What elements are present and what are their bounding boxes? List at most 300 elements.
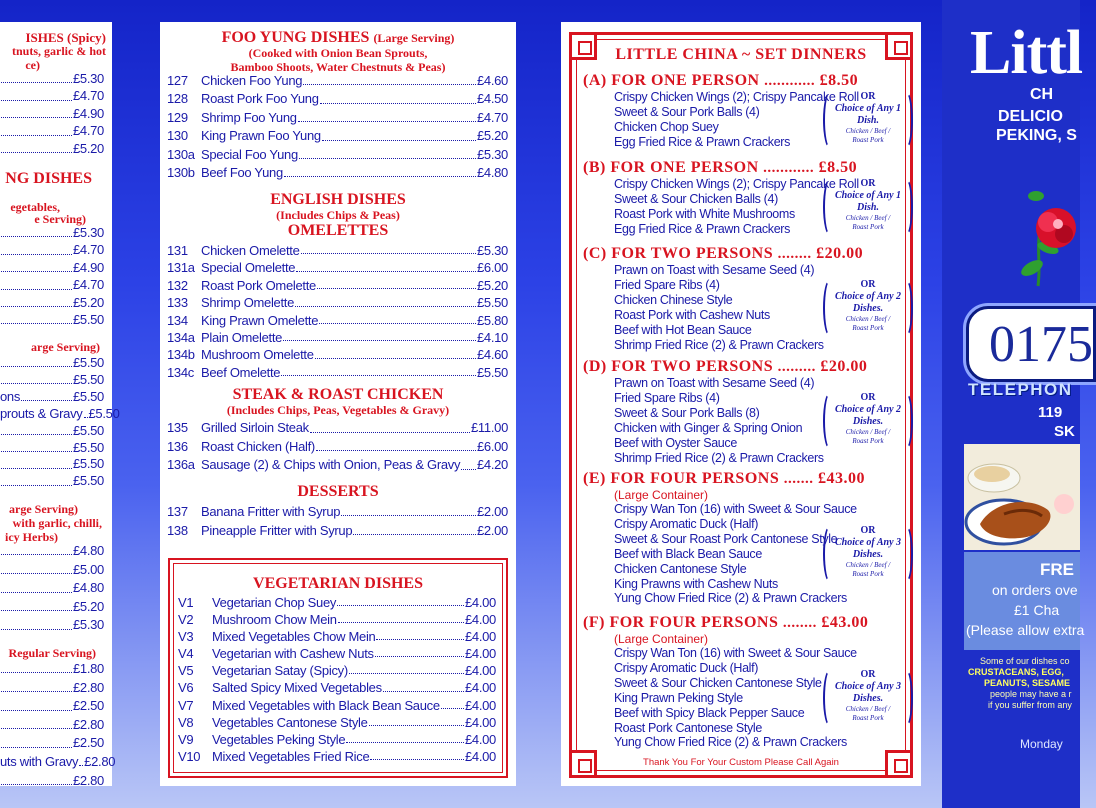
steak-header — [160, 387, 516, 418]
free-delivery-line-2: £1 Cha — [1014, 602, 1060, 618]
dot-leader: ....... — [783, 471, 814, 487]
item-price: £4.90 — [72, 259, 104, 275]
dot-leader — [296, 259, 476, 271]
dot-leader — [320, 90, 476, 103]
foo-yung-header — [160, 30, 516, 74]
dot-leader — [1, 70, 72, 83]
set-label: (C) — [583, 245, 607, 262]
set-price: £20.00 — [820, 358, 868, 375]
set-dish: Chicken Chinese Style — [614, 292, 733, 307]
choice-meats: Chicken / Beef / Roast Pork — [845, 561, 891, 579]
bracket-left — [823, 392, 837, 450]
menu-item-row — [0, 772, 104, 790]
item-price: £5.50 — [72, 388, 104, 404]
dot-leader — [1, 259, 72, 272]
choice-meats: Chicken / Beef / Roast Pork — [845, 314, 891, 332]
allergy-line-4: people may have a r — [990, 689, 1072, 699]
dot-leader — [346, 731, 464, 743]
menu-item-row — [0, 716, 104, 734]
dot-leader — [283, 329, 476, 341]
steak-sub: (Includes Chips, Peas, Vegetables & Gravy) — [226, 402, 450, 417]
item-price: £4.00 — [464, 595, 496, 610]
dot-leader — [281, 364, 476, 376]
dot-leader — [461, 456, 476, 470]
dot-leader — [441, 697, 464, 709]
item-name: Banana Fritter with Syrup — [201, 504, 341, 519]
menu-item-row — [167, 456, 508, 475]
item-name: Vegetables Peking Style — [212, 731, 346, 747]
item-name: Vegetarian Chop Suey — [212, 595, 337, 610]
item-name: Beef Omelette — [201, 364, 281, 380]
phone-box — [966, 306, 1096, 382]
tagline-1: CH — [1030, 86, 1054, 103]
set-dinner-heading — [583, 72, 911, 90]
item-price: £2.50 — [72, 698, 104, 714]
bracket-left — [823, 279, 837, 337]
item-price: £5.50 — [72, 312, 104, 327]
set-title: FOR TWO PERSONS — [611, 245, 774, 262]
fragment-heading: arge Serving) — [31, 340, 100, 354]
menu-item-row — [167, 127, 508, 145]
item-price: £2.80 — [72, 679, 104, 695]
omelettes-title: OMELETTES — [287, 221, 389, 239]
item-price: £2.00 — [476, 523, 508, 538]
food-photo — [964, 444, 1080, 550]
dot-leader — [1, 354, 72, 367]
item-price: £4.70 — [72, 242, 104, 258]
item-price: £5.20 — [476, 277, 508, 293]
item-price: £5.20 — [476, 128, 508, 144]
set-dish: King Prawn Peking Style — [614, 690, 743, 705]
set-dish: Fried Spare Ribs (4) — [614, 390, 720, 405]
fragment-heading: ce) — [25, 58, 40, 72]
set-dish: Sweet & Sour Roast Pork Cantonese Style — [614, 531, 838, 546]
free-delivery-title: FRE — [1040, 560, 1074, 579]
dot-leader — [1, 660, 72, 673]
menu-item-row — [0, 439, 104, 457]
fragment-heading: egetables, — [10, 200, 60, 214]
bracket-left — [823, 91, 837, 149]
item-price: £5.50 — [476, 295, 508, 311]
item-name: Plain Omelette — [201, 330, 283, 346]
dot-leader — [79, 753, 83, 766]
set-dish: Fried Spare Ribs (4) — [614, 277, 720, 292]
left-menu-panel — [0, 22, 120, 788]
menu-item-row — [167, 109, 508, 127]
item-price: £4.00 — [464, 714, 496, 730]
vegetarian-box — [168, 558, 508, 778]
item-price: £4.80 — [72, 543, 104, 558]
dot-leader — [1, 542, 72, 555]
dot-leader — [337, 594, 464, 606]
item-price: £5.50 — [72, 355, 104, 370]
large-container-note: (Large Container) — [614, 632, 709, 646]
menu-item-row — [0, 616, 104, 634]
menu-item-row — [0, 405, 120, 423]
or-label: OR — [860, 177, 876, 189]
menu-item-row — [178, 714, 496, 731]
item-name: Vegetables Cantonese Style — [212, 714, 368, 730]
item-number: 131a — [167, 260, 195, 276]
menu-item-row — [0, 579, 104, 597]
dot-leader — [1, 122, 72, 135]
dot-leader — [1, 224, 72, 237]
foo-yung-sub-1: (Cooked with Onion Bean Sprouts, — [248, 45, 428, 60]
set-dinner-heading — [583, 245, 911, 263]
item-number: 128 — [167, 91, 188, 107]
menu-item-row — [167, 521, 508, 540]
foo-yung-sub-2: Bamboo Shoots, Water Chestnuts & Peas) — [230, 59, 446, 74]
item-price: £5.30 — [476, 243, 508, 258]
dot-leader — [1, 371, 72, 384]
set-dish: Roast Pork with White Mushrooms — [614, 206, 795, 221]
menu-item-row — [167, 277, 508, 294]
item-price: £1.80 — [72, 661, 104, 676]
set-label: (B) — [583, 159, 606, 176]
item-price: £2.50 — [72, 735, 104, 751]
item-price: £5.50 — [72, 439, 104, 455]
or-label: OR — [860, 391, 876, 403]
dot-leader — [369, 714, 464, 726]
fragment-heading: tnuts, garlic & hot — [12, 44, 106, 58]
choice-box — [823, 667, 913, 729]
set-dish: Crispy Chicken Wings (2); Crispy Pancake Roll — [614, 177, 859, 191]
foo-yung-list — [167, 72, 508, 182]
menu-item-row — [178, 645, 496, 662]
omelette-list — [167, 242, 508, 381]
opening-hours: Monday — [1020, 737, 1063, 751]
item-name: Roast Pork Omelette — [201, 277, 316, 293]
item-price: £11.00 — [471, 420, 508, 435]
fragment-heading: icy Herbs) — [5, 530, 58, 544]
set-dinners-panel — [561, 22, 921, 786]
item-price: £4.70 — [72, 123, 104, 139]
item-name: Roast Pork Foo Yung — [201, 91, 319, 107]
item-number: 133 — [167, 295, 188, 311]
menu-item-row — [0, 371, 104, 389]
set-dinners-title: LITTLE CHINA ~ SET DINNERS — [615, 46, 867, 63]
fragment-heading: with garlic, chilli, — [12, 516, 102, 530]
item-price: £2.80 — [72, 772, 104, 788]
menu-item-row — [0, 140, 104, 158]
item-number: 135 — [167, 420, 188, 435]
item-number: V9 — [178, 731, 194, 747]
bracket-right — [899, 279, 913, 337]
item-name: Mushroom Omelette — [201, 347, 314, 363]
item-number: V8 — [178, 714, 194, 730]
dot-leader — [1, 616, 72, 629]
free-delivery-line-1: on orders ove — [992, 582, 1078, 598]
tagline-2: DELICIO — [998, 108, 1063, 125]
choice-box — [823, 176, 913, 238]
item-name: Salted Spicy Mixed Vegetables — [212, 680, 382, 696]
set-price: £8.50 — [818, 159, 858, 176]
dot-leader — [1, 697, 72, 710]
item-price: £5.30 — [476, 146, 508, 162]
dot-leader — [383, 679, 464, 691]
menu-item-row — [167, 72, 508, 90]
bracket-left — [823, 178, 837, 236]
thank-you-note: Thank You For Your Custom Please Call Again — [643, 757, 839, 768]
item-price: £2.00 — [476, 504, 508, 519]
allergy-line-1: Some of our dishes co — [980, 656, 1070, 666]
item-number: 136 — [167, 438, 188, 454]
set-dish: Crispy Wan Ton (16) with Sweet & Sour Sauce — [614, 502, 857, 516]
foo-yung-title: FOO YUNG DISHES — [221, 29, 370, 46]
allergy-line-5: if you suffer from any — [988, 700, 1072, 710]
item-price: £4.90 — [72, 105, 104, 121]
set-dinner-heading — [583, 358, 911, 376]
item-number: 130b — [167, 165, 195, 181]
item-number: 134b — [167, 347, 195, 363]
choice-text: Choice of Any 2 Dishes. — [835, 403, 902, 427]
item-name: Vegetarian Satay (Spicy) — [212, 663, 348, 679]
fragment-heading: ISHES (Spicy) — [25, 30, 106, 45]
choice-meats: Chicken / Beef / Roast Pork — [845, 705, 891, 723]
set-dish: Roast Pork Cantonese Style — [614, 720, 762, 735]
set-dish: Sweet & Sour Chicken Balls (4) — [614, 191, 778, 206]
set-dinner-heading — [583, 159, 911, 177]
item-price: £4.00 — [464, 612, 496, 628]
menu-item-row — [0, 679, 104, 697]
menu-item-row — [167, 502, 508, 521]
dot-leader — [1, 734, 72, 747]
set-title: FOR FOUR PERSONS — [610, 470, 780, 487]
item-number: 129 — [167, 109, 188, 125]
item-price: £5.80 — [476, 312, 508, 328]
desserts-header — [160, 484, 516, 501]
dot-leader: ........ — [782, 615, 817, 631]
item-price: £4.00 — [464, 629, 496, 645]
item-price: £4.00 — [464, 663, 496, 679]
menu-item-row — [167, 312, 508, 329]
set-dish: Chicken Cantonese Style — [614, 561, 747, 576]
steak-title: STEAK & ROAST CHICKEN — [232, 386, 444, 403]
fragment-heading: arge Serving) — [9, 502, 78, 516]
item-number: V1 — [178, 595, 194, 610]
item-price: £4.00 — [464, 731, 496, 747]
item-price: £4.00 — [464, 697, 496, 713]
bracket-left — [823, 669, 837, 727]
desserts-title: DESSERTS — [297, 483, 379, 500]
menu-item-row — [167, 164, 508, 182]
bracket-right — [899, 178, 913, 236]
menu-item-row — [0, 753, 116, 771]
item-number: 132 — [167, 277, 188, 293]
dot-leader — [376, 628, 463, 640]
menu-item-row — [167, 90, 508, 108]
dot-leader — [284, 164, 476, 177]
item-number: V5 — [178, 663, 194, 679]
choice-box — [823, 277, 913, 339]
item-number: 127 — [167, 73, 188, 88]
phone-number[interactable]: 0175 — [989, 316, 1093, 373]
item-price: £5.50 — [72, 456, 104, 472]
set-dish: Yung Chow Fried Rice (2) & Prawn Crackers — [614, 735, 847, 750]
item-number: V4 — [178, 646, 194, 662]
set-label: (D) — [583, 358, 607, 375]
dot-leader — [1, 105, 72, 118]
choice-meats: Chicken / Beef / Roast Pork — [845, 427, 891, 445]
choice-meats: Chicken / Beef / Roast Pork — [845, 126, 891, 144]
menu-item-row — [178, 697, 496, 714]
menu-item-row — [167, 419, 508, 438]
menu-item-row — [0, 472, 104, 490]
item-price: £5.30 — [72, 71, 104, 86]
or-label: OR — [860, 278, 876, 290]
item-name: Shrimp Omelette — [201, 295, 295, 311]
dot-leader — [295, 294, 476, 306]
dot-leader — [353, 521, 476, 535]
item-name: Vegetarian with Cashew Nuts — [212, 646, 374, 662]
flower-icon — [1018, 176, 1080, 288]
menu-item-row — [178, 594, 496, 611]
set-price: £20.00 — [816, 245, 864, 262]
dot-leader — [1, 311, 72, 324]
menu-item-row — [0, 70, 104, 88]
item-name: Roast Chicken (Half) — [201, 438, 315, 454]
dot-leader — [1, 679, 72, 692]
dot-leader — [1, 422, 72, 435]
item-price: £5.50 — [476, 364, 508, 380]
item-price: £4.80 — [72, 580, 104, 596]
choice-text: Choice of Any 3 Dishes. — [835, 537, 902, 561]
vegetarian-list — [178, 594, 496, 765]
item-price: £5.30 — [72, 225, 104, 240]
menu-item-row — [178, 628, 496, 645]
set-dish: Prawn on Toast with Sesame Seed (4) — [614, 263, 815, 277]
menu-item-row — [0, 422, 104, 440]
dot-leader — [301, 242, 476, 254]
set-title: FOR TWO PERSONS — [611, 358, 774, 375]
dot-leader — [341, 502, 476, 516]
dot-leader — [338, 611, 464, 623]
item-price: £4.70 — [476, 109, 508, 125]
item-price: £4.00 — [464, 748, 496, 764]
item-number: 137 — [167, 504, 188, 519]
dot-leader — [84, 405, 88, 418]
set-dish: Sweet & Sour Chicken Cantonese Style — [614, 675, 822, 690]
item-name: Mixed Vegetables with Black Bean Sauce — [212, 697, 440, 713]
large-container-note: (Large Container) — [614, 488, 709, 502]
set-dish: Shrimp Fried Rice (2) & Prawn Crackers — [614, 450, 824, 465]
dot-leader — [303, 72, 476, 85]
dot-leader — [1, 140, 72, 153]
set-dish: Crispy Wan Ton (16) with Sweet & Sour Sauce — [614, 646, 857, 660]
set-dish: Beef with Hot Bean Sauce — [614, 322, 752, 337]
item-number: 131 — [167, 243, 188, 258]
set-dish: Crispy Aromatic Duck (Half) — [614, 516, 759, 531]
menu-item-row — [0, 276, 104, 294]
set-price: £43.00 — [821, 614, 869, 631]
bracket-left — [823, 525, 837, 583]
item-price: £4.10 — [476, 330, 508, 346]
menu-item-row — [0, 311, 104, 329]
dot-leader — [1, 455, 72, 468]
item-name: Grilled Sirloin Steak — [201, 420, 309, 435]
bracket-right — [899, 669, 913, 727]
menu-item-row — [0, 241, 104, 259]
item-price: £4.60 — [476, 347, 508, 363]
dot-leader — [319, 312, 476, 324]
dot-leader: ............ — [764, 73, 816, 89]
item-price: £5.30 — [72, 617, 104, 633]
item-number: 130a — [167, 146, 195, 162]
bracket-right — [899, 525, 913, 583]
fragment-heading: NG DISHES — [5, 170, 92, 187]
menu-item-row — [178, 731, 496, 748]
menu-item-row — [0, 598, 104, 616]
set-dish: King Prawns with Cashew Nuts — [614, 576, 778, 591]
or-label: OR — [860, 90, 876, 102]
menu-item-row — [167, 259, 508, 276]
item-number: 134 — [167, 312, 188, 328]
choice-text: Choice of Any 1 Dish. — [835, 102, 902, 126]
dot-leader — [1, 87, 72, 100]
bracket-right — [899, 392, 913, 450]
set-label: (E) — [583, 470, 606, 487]
item-price: £4.70 — [72, 88, 104, 104]
restaurant-logo: Littl — [970, 19, 1083, 87]
dot-leader — [310, 419, 470, 433]
telephone-heading: TELEPHON — [968, 380, 1073, 399]
menu-item-row — [178, 748, 496, 765]
set-price: £43.00 — [817, 470, 865, 487]
set-dinner-heading — [583, 614, 911, 632]
set-price: £8.50 — [819, 72, 859, 89]
dot-leader — [21, 388, 72, 401]
dot-leader — [1, 772, 72, 785]
address-line-1: 119 — [1038, 404, 1063, 421]
menu-item-row — [0, 697, 104, 715]
set-dish: Sweet & Sour Pork Balls (8) — [614, 405, 760, 420]
dot-leader: ............ — [763, 160, 815, 176]
menu-item-row — [167, 364, 508, 381]
item-name: Mushroom Chow Mein — [212, 612, 337, 628]
dot-leader — [1, 294, 72, 307]
set-dish: Chicken Chop Suey — [614, 119, 719, 134]
item-price: £5.20 — [72, 294, 104, 310]
choice-box — [823, 89, 913, 151]
dot-leader — [1, 276, 72, 289]
allergy-line-2: CRUSTACEANS, EGG, — [968, 667, 1064, 677]
item-number: 130 — [167, 128, 188, 144]
choice-text: Choice of Any 1 Dish. — [835, 189, 902, 213]
dot-leader — [1, 598, 72, 611]
cover-panel — [942, 0, 1093, 808]
tagline-3: PEKING, S — [996, 127, 1077, 144]
item-price: £4.80 — [476, 165, 508, 181]
item-number: V6 — [178, 680, 194, 696]
item-number: 134a — [167, 330, 195, 346]
dot-leader: ........ — [777, 246, 812, 262]
dot-leader — [317, 277, 476, 289]
item-name: Chicken Omelette — [201, 243, 300, 258]
menu-item-row — [0, 734, 104, 752]
item-number: V7 — [178, 697, 194, 713]
bracket-right — [899, 91, 913, 149]
item-price: £5.50 — [72, 371, 104, 387]
item-name: Special Omelette — [201, 260, 296, 276]
menu-item-row — [0, 542, 104, 560]
english-sub: (Includes Chips & Peas) — [276, 207, 400, 222]
english-title: ENGLISH DISHES — [270, 191, 406, 208]
steak-list — [167, 419, 508, 475]
menu-item-row — [0, 455, 104, 473]
item-name: ons — [0, 388, 21, 404]
item-price: £5.20 — [72, 598, 104, 614]
dot-leader — [370, 748, 464, 760]
